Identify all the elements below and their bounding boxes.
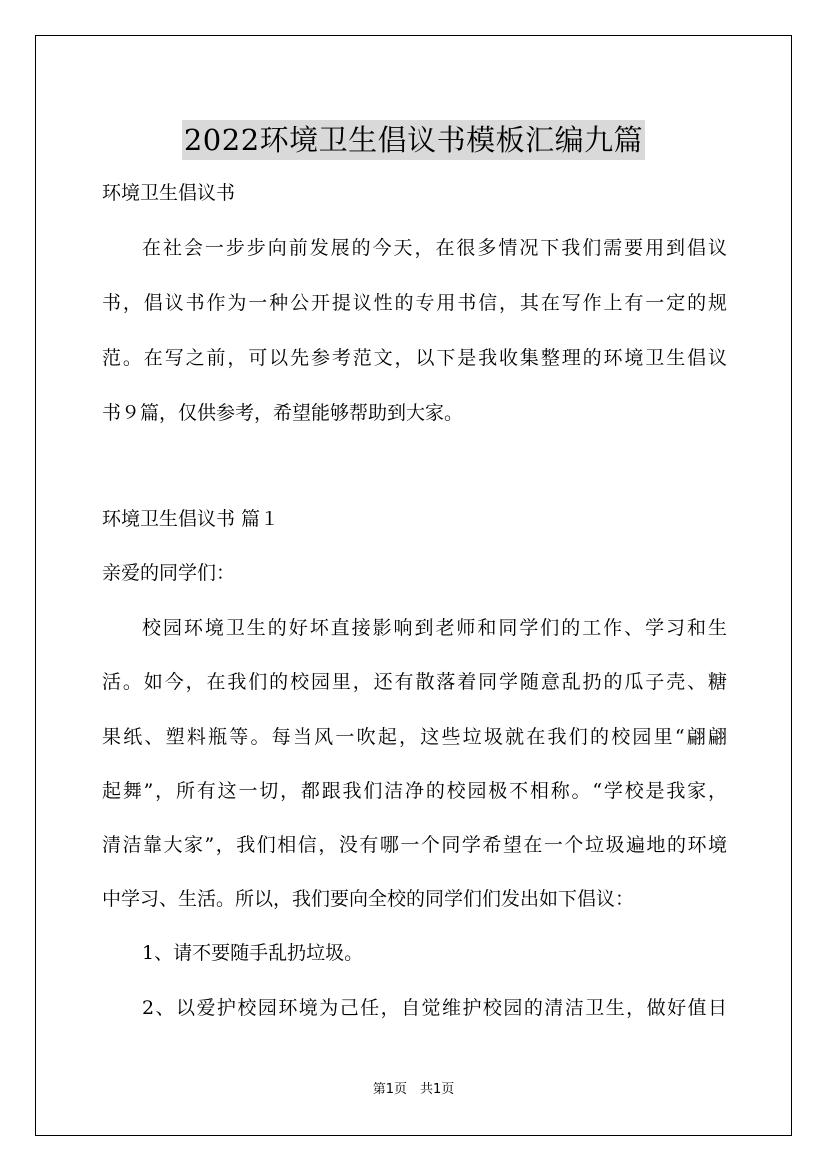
body-text-2: 活。如今，在我们的校园里，还有散落着同学随意乱扔的瓜子壳、糖 — [102, 671, 727, 693]
body-line-4 — [0, 776, 827, 806]
body-text-4: 起舞”，所有这一切，都跟我们洁净的校园极不相称。“学校是我家， — [102, 780, 727, 802]
salutation-text: 亲爱的同学们： — [102, 562, 236, 584]
body-line-2 — [0, 667, 827, 697]
list-item-text-1: 1、请不要随手乱扔垃圾。 — [142, 942, 364, 964]
intro-text-3: 范。在写之前，可以先参考范文，以下是我收集整理的环境卫生倡议 — [102, 347, 727, 369]
intro-line-3 — [0, 343, 827, 373]
body-text-6: 中学习、生活。所以，我们要向全校的同学们们发出如下倡议： — [102, 888, 635, 910]
page-number-label: 第1页 共1页 — [372, 1082, 455, 1097]
section-heading — [0, 504, 827, 534]
section-heading-text: 环境卫生倡议书 篇１ — [102, 508, 280, 530]
list-item-2 — [0, 993, 827, 1023]
intro-line-2 — [0, 288, 827, 318]
intro-text-1: 在社会一步步向前发展的今天，在很多情况下我们需要用到倡议 — [142, 237, 727, 259]
intro-line-4 — [0, 398, 827, 428]
body-line-6 — [0, 884, 827, 914]
document-subtitle — [0, 178, 827, 208]
title-container — [0, 101, 827, 180]
body-line-1 — [0, 613, 827, 643]
body-text-1: 校园环境卫生的好坏直接影响到老师和同学们的工作、学习和生 — [142, 617, 727, 639]
document-title: 2022环境卫生倡议书模板汇编九篇 — [182, 120, 645, 160]
page-footer — [0, 1081, 827, 1099]
body-line-5 — [0, 830, 827, 860]
body-line-3 — [0, 722, 827, 752]
body-text-3: 果纸、塑料瓶等。每当风一吹起，这些垃圾就在我们的校园里“翩翩 — [102, 726, 727, 748]
list-item-text-2: 2、以爱护校园环境为己任，自觉维护校园的清洁卫生，做好值日 — [142, 997, 727, 1019]
intro-text-2: 书，倡议书作为一种公开提议性的专用书信，其在写作上有一定的规 — [102, 292, 727, 314]
body-text-5: 清洁靠大家”，我们相信，没有哪一个同学希望在一个垃圾遍地的环境 — [102, 834, 727, 856]
subtitle-text: 环境卫生倡议书 — [102, 182, 236, 204]
list-item-1 — [0, 938, 827, 968]
intro-line-1 — [0, 233, 827, 263]
intro-text-4: 书９篇，仅供参考，希望能够帮助到大家。 — [102, 402, 464, 424]
salutation — [0, 558, 827, 588]
